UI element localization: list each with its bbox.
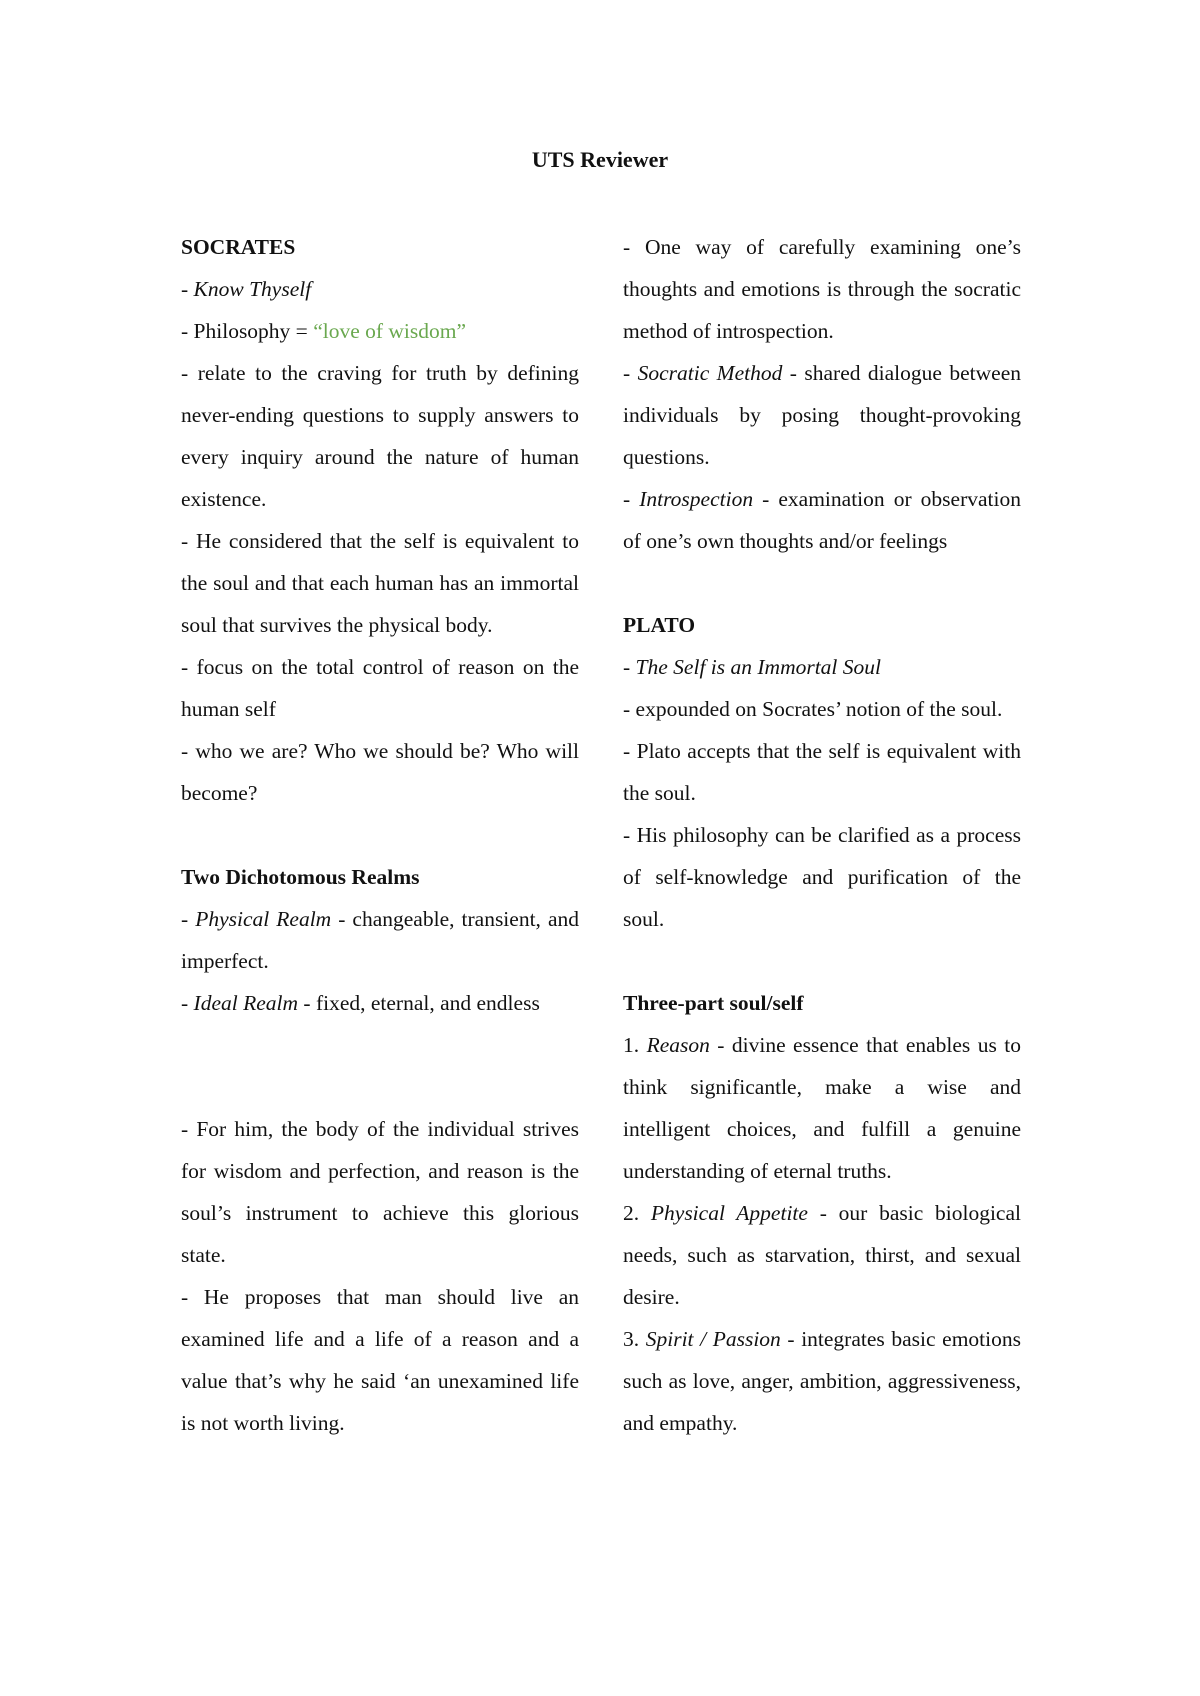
- accepts-paragraph: - Plato accepts that the self is equivalent with the soul.: [623, 739, 1021, 805]
- appetite-def: - our basic biological needs, such as starvation, thirst, and sexual desire.: [623, 1201, 1021, 1309]
- clarified-paragraph: - His philosophy can be clarified as a process of self-knowledge and purification of the soul.: [623, 823, 1021, 931]
- socrates-heading: SOCRATES: [181, 235, 296, 259]
- soul-paragraph: - He considered that the self is equivalent to the soul and that each human has an immortal soul that survives the physical body.: [181, 529, 579, 637]
- physical-realm-line: [181, 898, 579, 982]
- dash: -: [181, 907, 196, 931]
- dash: -: [181, 991, 194, 1015]
- three-part-heading: Three-part soul/self: [623, 991, 804, 1015]
- spirit-term: Spirit / Passion: [645, 1327, 781, 1351]
- physical-realm-term: Physical Realm: [195, 907, 332, 931]
- left-column: [181, 226, 579, 1444]
- body-paragraph: - For him, the body of the individual strives for wisdom and perfection, and reason is the soul’s instrument to achieve this glorious state.: [181, 1117, 579, 1267]
- dash: -: [623, 361, 638, 385]
- craving-paragraph: - relate to the craving for truth by defining never-ending questions to supply answers to every inquiry around the nature of human existence.: [181, 361, 579, 511]
- introspection-line: [623, 478, 1021, 562]
- know-thyself: Know Thyself: [193, 277, 312, 301]
- ideal-realm-term: Ideal Realm: [193, 991, 299, 1015]
- immortal-soul: The Self is an Immortal Soul: [635, 655, 882, 679]
- who-paragraph: - who we are? Who we should be? Who will become?: [181, 739, 579, 805]
- oneway-paragraph: - One way of carefully examining one’s thoughts and emotions is through the socratic method of introspection.: [623, 235, 1021, 343]
- reason-paragraph: - focus on the total control of reason on the human self: [181, 655, 579, 721]
- philosophy-prefix: - Philosophy =: [181, 319, 314, 343]
- expounded-paragraph: - expounded on Socrates’ notion of the soul.: [623, 697, 1003, 721]
- dash: -: [623, 655, 636, 679]
- document-title: UTS Reviewer: [531, 147, 669, 172]
- immortal-soul-line: [623, 646, 1021, 688]
- socratic-method-def: - shared dialogue between individuals by posing thought-provoking questions.: [623, 361, 1021, 469]
- spacer: [181, 1024, 579, 1108]
- reason-item: [623, 1024, 1021, 1192]
- appetite-item: [623, 1192, 1021, 1318]
- spirit-def: - integrates basic emotions such as love, anger, ambition, aggressiveness, and empathy.: [623, 1327, 1021, 1435]
- ideal-realm-line: [181, 982, 579, 1024]
- introspection-def: - examination or observation of one’s own thoughts and/or feelings: [623, 487, 1021, 553]
- philosophy-line: [181, 310, 579, 352]
- spacer: [623, 562, 1021, 604]
- right-column: [623, 226, 1021, 1444]
- introspection-term: Introspection: [639, 487, 754, 511]
- examined-paragraph: - He proposes that man should live an examined life and a life of a reason and a value that’s why he said ‘an unexamined life is not worth living.: [181, 1285, 579, 1435]
- item-number: 1.: [623, 1033, 647, 1057]
- ideal-realm-def: - fixed, eternal, and endless: [298, 991, 540, 1015]
- spirit-item: [623, 1318, 1021, 1444]
- spacer: [623, 940, 1021, 982]
- reason-term: Reason: [646, 1033, 710, 1057]
- socratic-method-line: [623, 352, 1021, 478]
- appetite-term: Physical Appetite: [650, 1201, 808, 1225]
- socratic-method-term: Socratic Method: [637, 361, 783, 385]
- philosophy-quote: “love of wisdom”: [313, 319, 467, 343]
- physical-realm-def: - changeable, transient, and imperfect.: [181, 907, 579, 973]
- item-number: 3.: [623, 1327, 646, 1351]
- know-thyself-line: [181, 268, 579, 310]
- spacer: [181, 814, 579, 856]
- realms-heading: Two Dichotomous Realms: [181, 865, 420, 889]
- dash: -: [181, 277, 194, 301]
- plato-heading: PLATO: [623, 613, 696, 637]
- dash: -: [623, 487, 640, 511]
- reason-def: - divine essence that enables us to think significantle, make a wise and intelligent choices, and fulfill a genuine understanding of eternal truths.: [623, 1033, 1021, 1183]
- item-number: 2.: [623, 1201, 651, 1225]
